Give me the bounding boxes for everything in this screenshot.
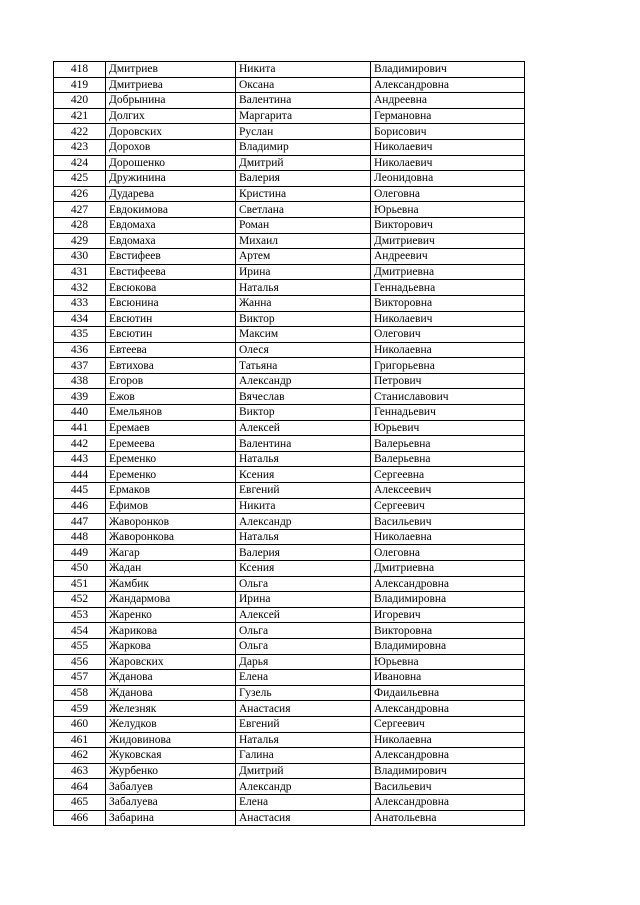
last-name-cell: Забарина <box>106 810 236 826</box>
last-name-cell: Жандармова <box>106 592 236 608</box>
first-name-cell: Ирина <box>236 592 371 608</box>
row-number-cell: 461 <box>54 732 106 748</box>
last-name-cell: Ермаков <box>106 483 236 499</box>
last-name-cell: Жаворонкова <box>106 529 236 545</box>
patronymic-cell: Сергеевич <box>371 498 525 514</box>
row-number-cell: 441 <box>54 420 106 436</box>
last-name-cell: Жадан <box>106 561 236 577</box>
patronymic-cell: Николаевич <box>371 155 525 171</box>
first-name-cell: Ольга <box>236 638 371 654</box>
first-name-cell: Алексей <box>236 607 371 623</box>
row-number-cell: 466 <box>54 810 106 826</box>
table-row <box>54 108 525 124</box>
patronymic-cell: Фидаильевна <box>371 685 525 701</box>
last-name-cell: Дорошенко <box>106 155 236 171</box>
row-number-cell: 430 <box>54 249 106 265</box>
patronymic-cell: Игоревич <box>371 607 525 623</box>
patronymic-cell: Николаевна <box>371 529 525 545</box>
last-name-cell: Дружинина <box>106 171 236 187</box>
first-name-cell: Ольга <box>236 623 371 639</box>
row-number-cell: 451 <box>54 576 106 592</box>
row-number-cell: 425 <box>54 171 106 187</box>
first-name-cell: Маргарита <box>236 108 371 124</box>
row-number-cell: 457 <box>54 670 106 686</box>
table-row <box>54 623 525 639</box>
patronymic-cell: Александровна <box>371 701 525 717</box>
table-row <box>54 311 525 327</box>
last-name-cell: Жданова <box>106 685 236 701</box>
table-row <box>54 701 525 717</box>
patronymic-cell: Геннадьевич <box>371 405 525 421</box>
patronymic-cell: Борисович <box>371 124 525 140</box>
row-number-cell: 443 <box>54 451 106 467</box>
patronymic-cell: Викторович <box>371 217 525 233</box>
row-number-cell: 429 <box>54 233 106 249</box>
patronymic-cell: Олеговна <box>371 186 525 202</box>
patronymic-cell: Владимирович <box>371 62 525 78</box>
table-row <box>54 670 525 686</box>
first-name-cell: Валерия <box>236 545 371 561</box>
last-name-cell: Евдокимова <box>106 202 236 218</box>
row-number-cell: 449 <box>54 545 106 561</box>
table-row <box>54 420 525 436</box>
row-number-cell: 421 <box>54 108 106 124</box>
last-name-cell: Еременко <box>106 451 236 467</box>
patronymic-cell: Петрович <box>371 373 525 389</box>
patronymic-cell: Дмитриевна <box>371 264 525 280</box>
last-name-cell: Ефимов <box>106 498 236 514</box>
last-name-cell: Евдомаха <box>106 217 236 233</box>
patronymic-cell: Сергеевич <box>371 716 525 732</box>
patronymic-cell: Николаевич <box>371 311 525 327</box>
table-row <box>54 638 525 654</box>
last-name-cell: Дмитриев <box>106 62 236 78</box>
patronymic-cell: Олегович <box>371 327 525 343</box>
patronymic-cell: Александровна <box>371 77 525 93</box>
table-row <box>54 545 525 561</box>
row-number-cell: 447 <box>54 514 106 530</box>
patronymic-cell: Юрьевич <box>371 420 525 436</box>
patronymic-cell: Васильевич <box>371 514 525 530</box>
first-name-cell: Роман <box>236 217 371 233</box>
table-row <box>54 264 525 280</box>
table-row <box>54 77 525 93</box>
first-name-cell: Ксения <box>236 467 371 483</box>
last-name-cell: Жамбик <box>106 576 236 592</box>
patronymic-cell: Юрьевна <box>371 654 525 670</box>
last-name-cell: Долгих <box>106 108 236 124</box>
patronymic-cell: Ивановна <box>371 670 525 686</box>
row-number-cell: 419 <box>54 77 106 93</box>
patronymic-cell: Николаевич <box>371 139 525 155</box>
row-number-cell: 432 <box>54 280 106 296</box>
last-name-cell: Евсюнина <box>106 295 236 311</box>
first-name-cell: Анастасия <box>236 701 371 717</box>
table-row <box>54 561 525 577</box>
last-name-cell: Жданова <box>106 670 236 686</box>
first-name-cell: Дарья <box>236 654 371 670</box>
patronymic-cell: Леонидовна <box>371 171 525 187</box>
last-name-cell: Доровских <box>106 124 236 140</box>
first-name-cell: Евгений <box>236 483 371 499</box>
table-row <box>54 217 525 233</box>
table-row <box>54 732 525 748</box>
table-row <box>54 483 525 499</box>
first-name-cell: Татьяна <box>236 358 371 374</box>
first-name-cell: Елена <box>236 670 371 686</box>
last-name-cell: Дорохов <box>106 139 236 155</box>
row-number-cell: 439 <box>54 389 106 405</box>
patronymic-cell: Станиславович <box>371 389 525 405</box>
row-number-cell: 424 <box>54 155 106 171</box>
row-number-cell: 456 <box>54 654 106 670</box>
last-name-cell: Емельянов <box>106 405 236 421</box>
last-name-cell: Еремеева <box>106 436 236 452</box>
first-name-cell: Евгений <box>236 716 371 732</box>
first-name-cell: Ольга <box>236 576 371 592</box>
patronymic-cell: Владимировна <box>371 592 525 608</box>
last-name-cell: Еремаев <box>106 420 236 436</box>
patronymic-cell: Дмитриевич <box>371 233 525 249</box>
row-number-cell: 434 <box>54 311 106 327</box>
table-row <box>54 685 525 701</box>
first-name-cell: Светлана <box>236 202 371 218</box>
first-name-cell: Наталья <box>236 280 371 296</box>
table-row <box>54 436 525 452</box>
first-name-cell: Алексей <box>236 420 371 436</box>
patronymic-cell: Викторовна <box>371 623 525 639</box>
row-number-cell: 460 <box>54 716 106 732</box>
patronymic-cell: Дмитриевна <box>371 561 525 577</box>
patronymic-cell: Алексеевич <box>371 483 525 499</box>
row-number-cell: 426 <box>54 186 106 202</box>
table-row <box>54 529 525 545</box>
table-row <box>54 810 525 826</box>
table-row <box>54 358 525 374</box>
table-row <box>54 607 525 623</box>
table-row <box>54 233 525 249</box>
first-name-cell: Вячеслав <box>236 389 371 405</box>
patronymic-cell: Александровна <box>371 748 525 764</box>
first-name-cell: Гузель <box>236 685 371 701</box>
row-number-cell: 450 <box>54 561 106 577</box>
roster-table <box>53 61 525 826</box>
row-number-cell: 427 <box>54 202 106 218</box>
patronymic-cell: Валерьевна <box>371 436 525 452</box>
table-row <box>54 794 525 810</box>
last-name-cell: Егоров <box>106 373 236 389</box>
row-number-cell: 428 <box>54 217 106 233</box>
first-name-cell: Виктор <box>236 405 371 421</box>
last-name-cell: Железняк <box>106 701 236 717</box>
table-row <box>54 763 525 779</box>
first-name-cell: Наталья <box>236 529 371 545</box>
last-name-cell: Евдомаха <box>106 233 236 249</box>
last-name-cell: Жаворонков <box>106 514 236 530</box>
row-number-cell: 465 <box>54 794 106 810</box>
row-number-cell: 445 <box>54 483 106 499</box>
table-row <box>54 451 525 467</box>
table-row <box>54 93 525 109</box>
first-name-cell: Жанна <box>236 295 371 311</box>
patronymic-cell: Геннадьевна <box>371 280 525 296</box>
patronymic-cell: Валерьевна <box>371 451 525 467</box>
first-name-cell: Максим <box>236 327 371 343</box>
last-name-cell: Дударева <box>106 186 236 202</box>
last-name-cell: Дмитриева <box>106 77 236 93</box>
patronymic-cell: Сергеевна <box>371 467 525 483</box>
last-name-cell: Евсюкова <box>106 280 236 296</box>
row-number-cell: 442 <box>54 436 106 452</box>
row-number-cell: 437 <box>54 358 106 374</box>
row-number-cell: 454 <box>54 623 106 639</box>
table-row <box>54 654 525 670</box>
table-row <box>54 576 525 592</box>
table-row <box>54 405 525 421</box>
table-row <box>54 342 525 358</box>
first-name-cell: Дмитрий <box>236 155 371 171</box>
last-name-cell: Евсютин <box>106 327 236 343</box>
table-row <box>54 155 525 171</box>
patronymic-cell: Анатольевна <box>371 810 525 826</box>
row-number-cell: 452 <box>54 592 106 608</box>
table-row <box>54 327 525 343</box>
row-number-cell: 462 <box>54 748 106 764</box>
row-number-cell: 453 <box>54 607 106 623</box>
patronymic-cell: Викторовна <box>371 295 525 311</box>
table-row <box>54 249 525 265</box>
table-row <box>54 202 525 218</box>
table-row <box>54 280 525 296</box>
first-name-cell: Александр <box>236 514 371 530</box>
patronymic-cell: Владимировна <box>371 638 525 654</box>
row-number-cell: 422 <box>54 124 106 140</box>
last-name-cell: Евстифеева <box>106 264 236 280</box>
row-number-cell: 440 <box>54 405 106 421</box>
row-number-cell: 459 <box>54 701 106 717</box>
first-name-cell: Наталья <box>236 451 371 467</box>
first-name-cell: Никита <box>236 498 371 514</box>
row-number-cell: 463 <box>54 763 106 779</box>
last-name-cell: Желудков <box>106 716 236 732</box>
roster-table-body <box>54 62 525 826</box>
last-name-cell: Забалуев <box>106 779 236 795</box>
table-row <box>54 498 525 514</box>
patronymic-cell: Владимирович <box>371 763 525 779</box>
row-number-cell: 420 <box>54 93 106 109</box>
table-row <box>54 716 525 732</box>
last-name-cell: Забалуева <box>106 794 236 810</box>
table-row <box>54 748 525 764</box>
row-number-cell: 448 <box>54 529 106 545</box>
row-number-cell: 431 <box>54 264 106 280</box>
patronymic-cell: Олеговна <box>371 545 525 561</box>
first-name-cell: Дмитрий <box>236 763 371 779</box>
first-name-cell: Валентина <box>236 436 371 452</box>
row-number-cell: 418 <box>54 62 106 78</box>
table-row <box>54 124 525 140</box>
table-row <box>54 467 525 483</box>
last-name-cell: Евтеева <box>106 342 236 358</box>
patronymic-cell: Григорьевна <box>371 358 525 374</box>
last-name-cell: Жидовинова <box>106 732 236 748</box>
table-row <box>54 171 525 187</box>
first-name-cell: Александр <box>236 373 371 389</box>
first-name-cell: Наталья <box>236 732 371 748</box>
first-name-cell: Владимир <box>236 139 371 155</box>
first-name-cell: Ирина <box>236 264 371 280</box>
patronymic-cell: Андреевна <box>371 93 525 109</box>
last-name-cell: Журбенко <box>106 763 236 779</box>
row-number-cell: 446 <box>54 498 106 514</box>
first-name-cell: Никита <box>236 62 371 78</box>
first-name-cell: Оксана <box>236 77 371 93</box>
table-row <box>54 779 525 795</box>
last-name-cell: Еременко <box>106 467 236 483</box>
first-name-cell: Галина <box>236 748 371 764</box>
patronymic-cell: Юрьевна <box>371 202 525 218</box>
last-name-cell: Жарикова <box>106 623 236 639</box>
first-name-cell: Олеся <box>236 342 371 358</box>
table-row <box>54 186 525 202</box>
first-name-cell: Анастасия <box>236 810 371 826</box>
table-row <box>54 295 525 311</box>
table-row <box>54 62 525 78</box>
patronymic-cell: Александровна <box>371 576 525 592</box>
first-name-cell: Михаил <box>236 233 371 249</box>
row-number-cell: 464 <box>54 779 106 795</box>
patronymic-cell: Александровна <box>371 794 525 810</box>
last-name-cell: Евстифеев <box>106 249 236 265</box>
first-name-cell: Ксения <box>236 561 371 577</box>
first-name-cell: Валерия <box>236 171 371 187</box>
table-row <box>54 592 525 608</box>
table-row <box>54 389 525 405</box>
last-name-cell: Евсютин <box>106 311 236 327</box>
first-name-cell: Руслан <box>236 124 371 140</box>
last-name-cell: Жуковская <box>106 748 236 764</box>
last-name-cell: Ежов <box>106 389 236 405</box>
row-number-cell: 458 <box>54 685 106 701</box>
last-name-cell: Евтихова <box>106 358 236 374</box>
first-name-cell: Виктор <box>236 311 371 327</box>
last-name-cell: Жаренко <box>106 607 236 623</box>
first-name-cell: Елена <box>236 794 371 810</box>
first-name-cell: Кристина <box>236 186 371 202</box>
patronymic-cell: Андреевич <box>371 249 525 265</box>
last-name-cell: Жаркова <box>106 638 236 654</box>
row-number-cell: 444 <box>54 467 106 483</box>
row-number-cell: 423 <box>54 139 106 155</box>
patronymic-cell: Николаевна <box>371 342 525 358</box>
patronymic-cell: Васильевич <box>371 779 525 795</box>
table-row <box>54 514 525 530</box>
last-name-cell: Жаровских <box>106 654 236 670</box>
row-number-cell: 438 <box>54 373 106 389</box>
first-name-cell: Артем <box>236 249 371 265</box>
row-number-cell: 436 <box>54 342 106 358</box>
row-number-cell: 455 <box>54 638 106 654</box>
last-name-cell: Добрынина <box>106 93 236 109</box>
first-name-cell: Александр <box>236 779 371 795</box>
row-number-cell: 435 <box>54 327 106 343</box>
last-name-cell: Жагар <box>106 545 236 561</box>
row-number-cell: 433 <box>54 295 106 311</box>
table-row <box>54 373 525 389</box>
patronymic-cell: Николаевна <box>371 732 525 748</box>
patronymic-cell: Германовна <box>371 108 525 124</box>
table-row <box>54 139 525 155</box>
first-name-cell: Валентина <box>236 93 371 109</box>
